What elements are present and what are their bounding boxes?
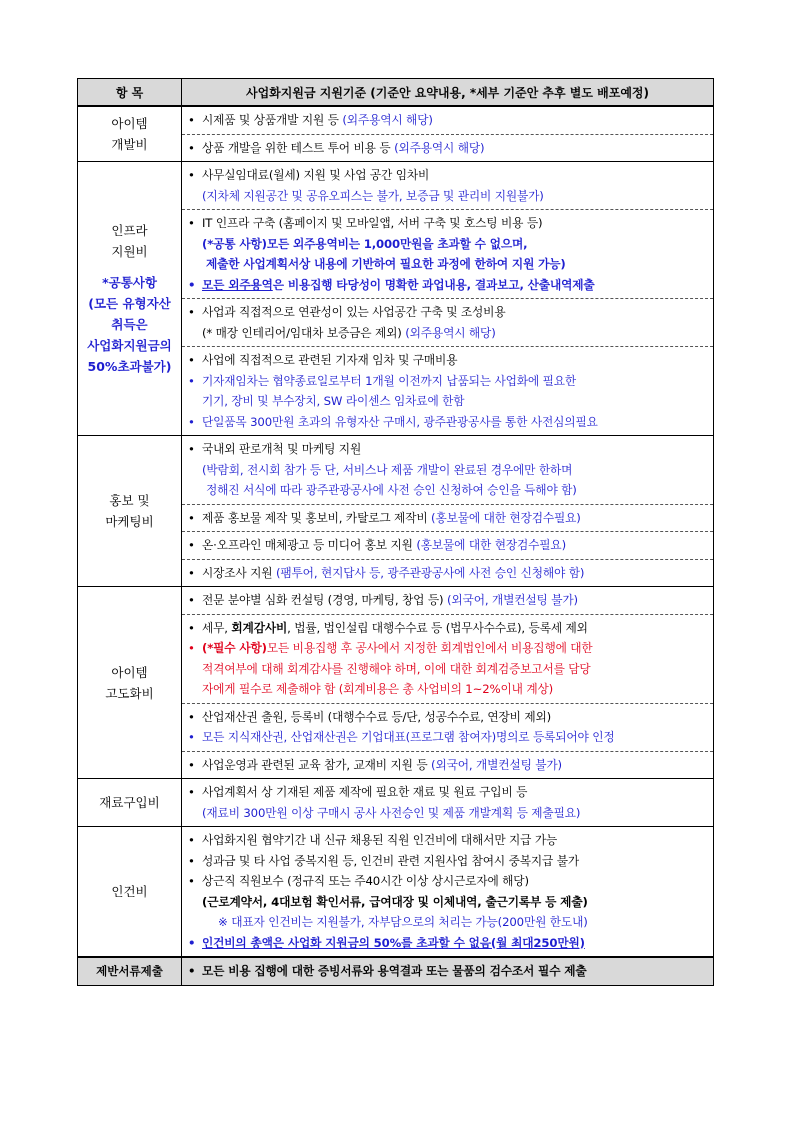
category-infra: 인프라 지원비 *공통사항 (모든 유형자산 취득은 사업화지원금의 50%초과불가): [78, 162, 182, 436]
header-row: [78, 79, 714, 107]
category-documents: 제반서류제출: [78, 957, 182, 985]
row-item-development: [78, 106, 714, 162]
row-infra: [78, 162, 714, 436]
criteria-group: • 사업에 직접적으로 관련된 기자재 임차 및 구매비용 • 기자재임차는 협약종료일로부터 1개월 이전까지 납품되는 사업화에 필요한 기기, 장비 및 부수장치, SW 라이센스 임차료에 한함 • 단일품목 300만원 초과의 유형자산 구매시, 광주관광공사를 통한 사전심의필요: [188, 353, 598, 429]
row-documents: [78, 957, 714, 985]
criteria-group: • 국내외 판로개척 및 마케팅 지원 (박람회, 전시회 참가 등 단, 서비스나 제품 개발이 완료된 경우에만 한하며 정해진 서식에 따라 광주관광공사에 사전 승인 신청하여 승인을 득해야 함): [182, 436, 713, 505]
criteria-group: • 시제품 및 상품개발 지원 등 (외주용역시 해당): [182, 107, 713, 135]
criteria-group: • 사업계획서 상 기재된 제품 제작에 필요한 재료 및 원료 구입비 등 (재료비 300만원 이상 구매시 공사 사전승인 및 제품 개발계획 등 제출필요): [188, 785, 581, 820]
criteria-group: • 사업운영과 관련된 교육 참가, 교재비 지원 등 (외국어, 개별컨설팅 불가): [188, 757, 562, 772]
criteria-group: • 제품 홍보물 제작 및 홍보비, 카탈로그 제작비 (홍보물에 대한 현장검수필요): [182, 505, 713, 533]
criteria-group: • IT 인프라 구축 (홈페이지 및 모바일앱, 서버 구축 및 호스팅 비용 등) (*공통 사항)모든 외주용역비는 1,000만원을 초과할 수 없으며, 제출한 사업계획서상 내용에 기반하여 필요한 과정에 한하여 지원 가능) • 모든 외주용역은 비용집행 타당성이 명확한 과업내용, 결과보고, 산출내역제출: [182, 210, 713, 299]
criteria-group: • 사무실임대료(월세) 지원 및 사업 공간 임차비 (지차체 지원공간 및 공유오피스는 불가, 보증금 및 관리비 지원불가): [182, 162, 713, 210]
row-advancement: [78, 587, 714, 779]
row-material: [78, 779, 714, 827]
criteria-group: • 온·오프라인 매체광고 등 미디어 홍보 지원 (홍보물에 대한 현장검수필요): [182, 532, 713, 560]
criteria-group: • 상품 개발을 위한 테스트 투어 비용 등 (외주용역시 해당): [188, 140, 485, 155]
document: [77, 78, 713, 986]
row-marketing: [78, 436, 714, 587]
criteria-group: • 시장조사 지원 (팸투어, 현지답사 등, 광주관광공사에 사전 승인 신청해야 함): [188, 565, 585, 580]
category-labor: 인건비: [78, 827, 182, 958]
criteria-group: • 사업화지원 협약기간 내 신규 채용된 직원 인건비에 대해서만 지급 가능 • 성과금 및 타 사업 중복지원 등, 인건비 관련 지원사업 참여시 중복지급 불가 • 상근직 직원보수 (정규직 또는 주40시간 이상 상시근로자에 해당) (근로계약서, 4대보험 확인서류, 급여대장 및 이체내역, 출근기록부 등 제출) ※ 대표자 인건비는 지원불가, 자부담으로의 처리는 가능(200만원 한도내) • 인건비의 총액은 사업화 지원금의 50%를 초과할 수 없음(월 최대250만원): [188, 833, 588, 950]
criteria-group: • 산업재산권 출원, 등록비 (대행수수료 등/단, 성공수수료, 연장비 제외) • 모든 지식재산권, 산업재산권은 기업대표(프로그램 참여자)명의로 등록되어야 인정: [182, 704, 713, 752]
category-item-development: 아이템 개발비: [78, 106, 182, 162]
header-criteria: 사업화지원금 지원기준 (기준안 요약내용, *세부 기준안 추후 별도 배포예정): [182, 79, 714, 107]
category-advancement: 아이템 고도화비: [78, 587, 182, 779]
category-material: 재료구입비: [78, 779, 182, 827]
criteria-group: • 모든 비용 집행에 대한 증빙서류와 용역결과 또는 물품의 검수조서 필수 제출: [188, 964, 587, 978]
row-labor: [78, 827, 714, 958]
criteria-group: • 전문 분야별 심화 컨설팅 (경영, 마케팅, 창업 등) (외국어, 개별컨설팅 불가): [182, 587, 713, 615]
criteria-group: • 사업과 직접적으로 연관성이 있는 사업공간 구축 및 조성비용 (* 매장 인테리어/임대차 보증금은 제외) (외주용역시 해당): [182, 299, 713, 347]
category-marketing: 홍보 및 마케팅비: [78, 436, 182, 587]
header-item: 항 목: [78, 79, 182, 107]
infra-common-note: *공통사항 (모든 유형자산 취득은 사업화지원금의 50%초과불가): [87, 275, 172, 374]
criteria-group: • 세무, 회계감사비, 법률, 법인설립 대행수수료 등 (법무사수수료), 등록세 제외 • (*필수 사항)모든 비용집행 후 공사에서 지정한 회계법인에서 비용집행에 대한 적격여부에 대해 회계감사를 진행해야 하며, 이에 대한 회계검증보고서를 담당 자에게 필수로 제출해야 함 (회계비용은 총 사업비의 1~2%이내 계상): [182, 615, 713, 704]
support-criteria-table: [77, 78, 714, 986]
